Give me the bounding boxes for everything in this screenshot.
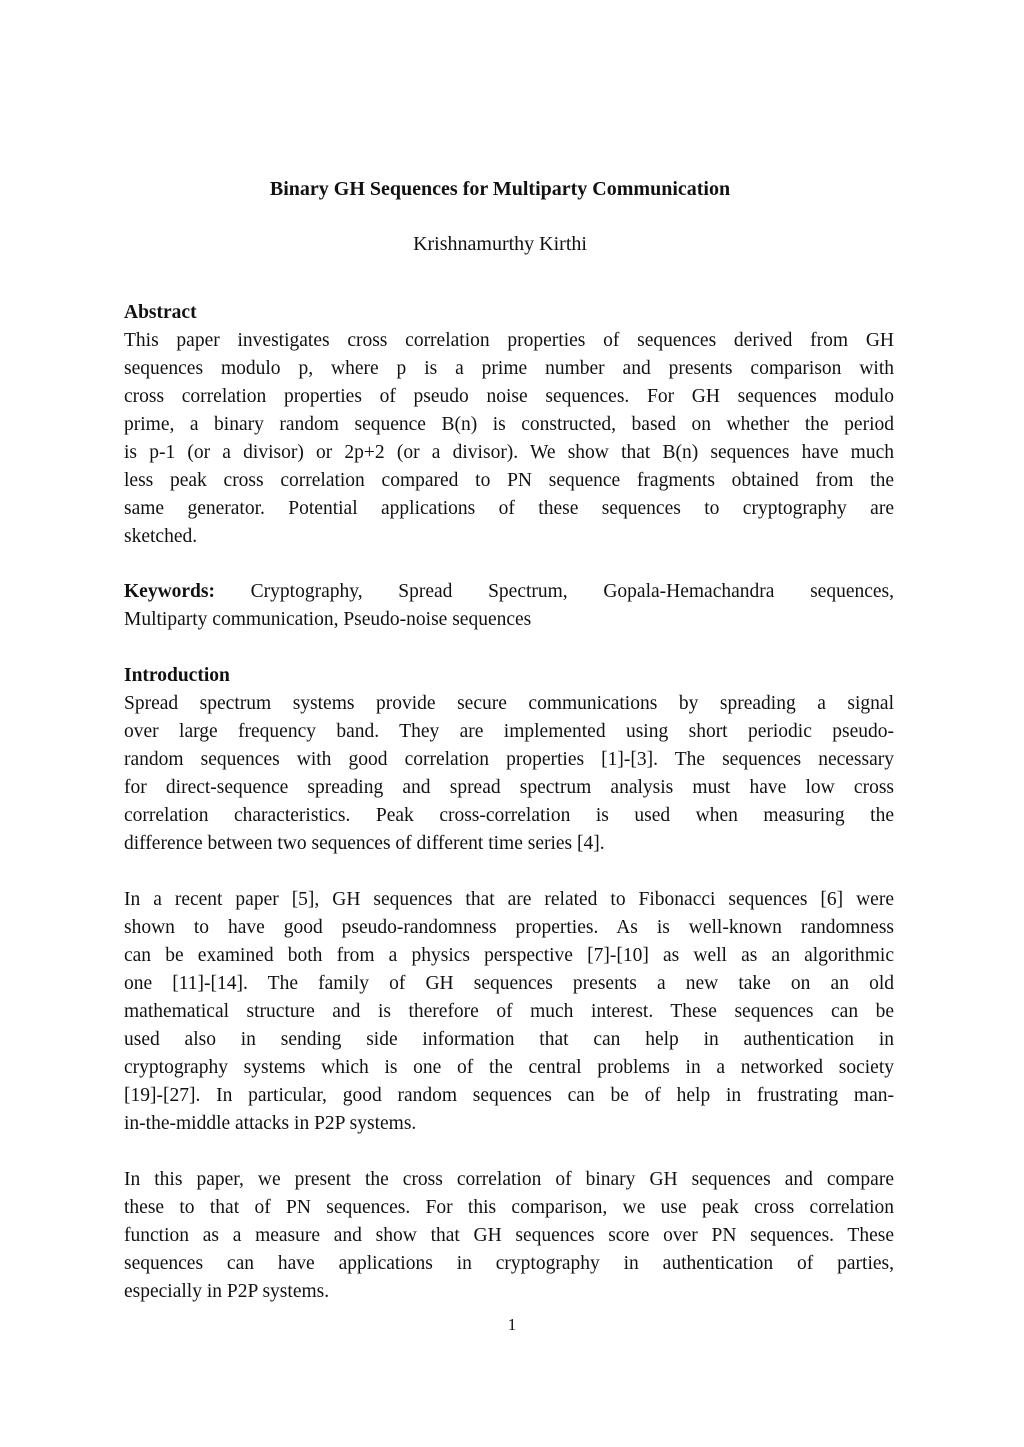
text-line: correlation characteristics. Peak cross-correlation is used when measuring the: [124, 805, 894, 826]
text-line: [19]-[27]. In particular, good random sequences can be of help in frustrating man-: [124, 1085, 894, 1106]
keywords-label: Keywords:: [124, 581, 215, 602]
text-line: one [11]-[14]. The family of GH sequences presents a new take on an old: [124, 973, 894, 994]
text-line: same generator. Potential applications of these sequences to cryptography are: [124, 498, 894, 519]
text-line: used also in sending side information that can help in authentication in: [124, 1029, 894, 1050]
text-line: function as a measure and show that GH sequences score over PN sequences. These: [124, 1225, 894, 1246]
keywords-line-1: Cryptography, Spread Spectrum, Gopala-Hemachandra sequences,: [250, 581, 894, 602]
introduction-heading: Introduction: [124, 665, 230, 686]
introduction-body: [124, 690, 894, 1306]
text-line: sequences can have applications in cryptography in authentication of parties,: [124, 1253, 894, 1274]
text-line: This paper investigates cross correlation properties of sequences derived from GH: [124, 330, 894, 351]
text-line: less peak cross correlation compared to PN sequence fragments obtained from the: [124, 470, 894, 491]
paper-title: Binary GH Sequences for Multiparty Communication: [269, 178, 731, 200]
abstract-section: [124, 299, 894, 551]
text-line: over large frequency band. They are implemented using short periodic pseudo-: [124, 721, 894, 742]
text-line: cross correlation properties of pseudo noise sequences. For GH sequences modulo: [124, 386, 894, 407]
paragraph: [124, 1166, 894, 1306]
text-line: shown to have good pseudo-randomness properties. As is well-known randomness: [124, 917, 894, 938]
page-number: 1: [507, 1315, 517, 1334]
introduction-section: [124, 662, 894, 1306]
text-line: mathematical structure and is therefore of much interest. These sequences can be: [124, 1001, 894, 1022]
text-line: sequences modulo p, where p is a prime number and presents comparison with: [124, 358, 894, 379]
text-line: random sequences with good correlation properties [1]-[3]. The sequences necessary: [124, 749, 894, 770]
text-line: can be examined both from a physics perspective [7]-[10] as well as an algorithmic: [124, 945, 894, 966]
keywords-section: [124, 578, 894, 634]
text-line: for direct-sequence spreading and spread spectrum analysis must have low cross: [124, 777, 894, 798]
text-line: especially in P2P systems.: [124, 1281, 330, 1302]
text-line: Spread spectrum systems provide secure communications by spreading a signal: [124, 693, 894, 714]
keywords-line-2: Multiparty communication, Pseudo-noise sequences: [124, 609, 532, 630]
text-line: in-the-middle attacks in P2P systems.: [124, 1113, 417, 1134]
text-line: prime, a binary random sequence B(n) is constructed, based on whether the period: [124, 414, 894, 435]
text-line: difference between two sequences of different time series [4].: [124, 833, 605, 854]
text-line: sketched.: [124, 526, 198, 547]
text-line: is p-1 (or a divisor) or 2p+2 (or a divisor). We show that B(n) sequences have much: [124, 442, 894, 463]
text-line: In a recent paper [5], GH sequences that are related to Fibonacci sequences [6] were: [124, 889, 894, 910]
paragraph: [124, 886, 894, 1138]
text-line: cryptography systems which is one of the central problems in a networked society: [124, 1057, 894, 1078]
abstract-heading: Abstract: [124, 302, 197, 323]
abstract-body: [124, 327, 894, 551]
text-line: these to that of PN sequences. For this comparison, we use peak cross correlation: [124, 1197, 894, 1218]
paragraph: [124, 690, 894, 858]
author-name: Krishnamurthy Kirthi: [413, 233, 587, 255]
text-line: In this paper, we present the cross correlation of binary GH sequences and compare: [124, 1169, 894, 1190]
